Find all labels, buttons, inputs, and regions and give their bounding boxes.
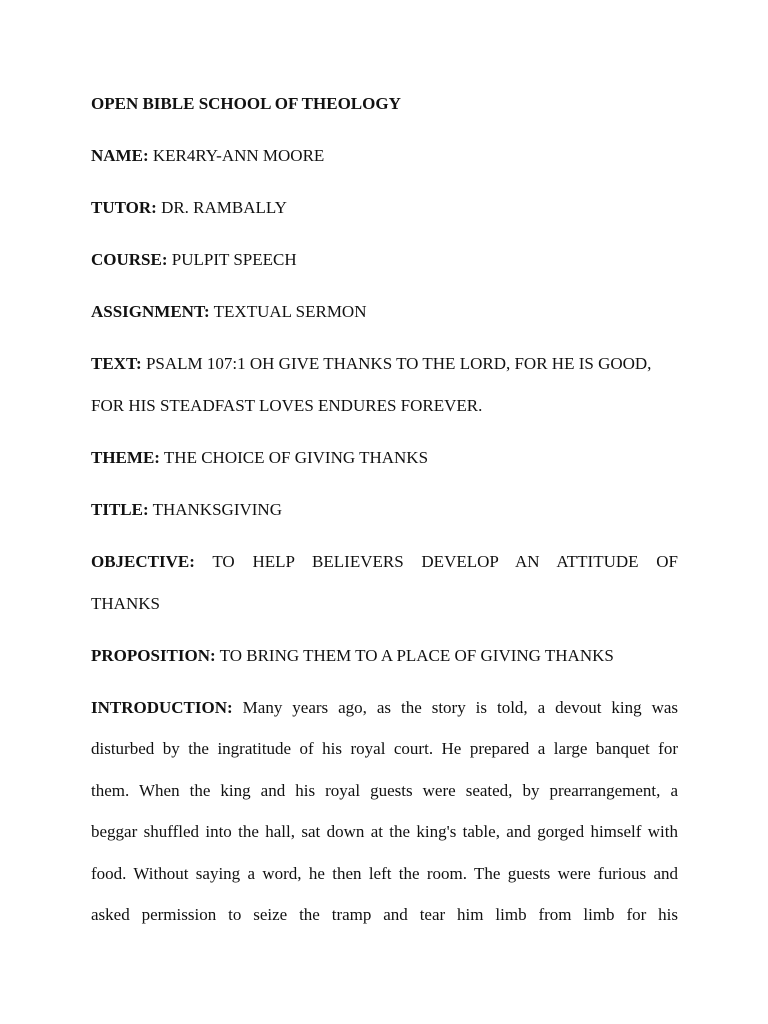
proposition-label: PROPOSITION: <box>91 646 216 665</box>
name-value: KER4RY-ANN MOORE <box>152 146 325 165</box>
theme-value: THE CHOICE OF GIVING THANKS <box>163 448 429 467</box>
text-field <box>91 354 678 374</box>
name-field <box>91 146 678 166</box>
theme-label: THEME: <box>91 448 160 467</box>
title-value: THANKSGIVING <box>152 500 282 519</box>
introduction-line-5: food. Without saying a word, he then left the room. The guests were furious and <box>91 864 678 883</box>
proposition-field <box>91 646 678 666</box>
introduction-line-4: beggar shuffled into the hall, sat down at the king's table, and gorged himself with <box>91 822 678 841</box>
tutor-value: DR. RAMBALLY <box>161 198 287 217</box>
course-field <box>91 250 678 270</box>
course-value: PULPIT SPEECH <box>171 250 297 269</box>
introduction-line-1 <box>91 698 678 718</box>
introduction-line-2: disturbed by the ingratitude of his royal court. He prepared a large banquet for <box>91 739 678 758</box>
introduction-label: INTRODUCTION: <box>91 698 233 717</box>
title-label: TITLE: <box>91 500 149 519</box>
document-heading: OPEN BIBLE SCHOOL OF THEOLOGY <box>91 94 401 113</box>
assignment-label: ASSIGNMENT: <box>91 302 210 321</box>
text-value-line1: PSALM 107:1 OH GIVE THANKS TO THE LORD, FOR HE IS GOOD, <box>145 354 652 373</box>
document-page <box>91 0 678 1024</box>
introduction-text-1: Many years ago, as the story is told, a devout king was <box>242 698 679 717</box>
course-label: COURSE: <box>91 250 168 269</box>
assignment-field <box>91 302 678 322</box>
title-field <box>91 500 678 520</box>
theme-field <box>91 448 678 468</box>
assignment-value: TEXTUAL SERMON <box>213 302 367 321</box>
objective-field <box>91 552 678 572</box>
tutor-label: TUTOR: <box>91 198 157 217</box>
objective-value-line1: TO HELP BELIEVERS DEVELOP AN ATTITUDE OF <box>212 552 678 571</box>
introduction-line-6: asked permission to seize the tramp and tear him limb from limb for his <box>91 905 678 924</box>
name-label: NAME: <box>91 146 149 165</box>
text-label: TEXT: <box>91 354 142 373</box>
proposition-value: TO BRING THEM TO A PLACE OF GIVING THANKS <box>219 646 614 665</box>
objective-value-line2: THANKS <box>91 594 160 613</box>
objective-label: OBJECTIVE: <box>91 552 195 571</box>
tutor-field <box>91 198 678 218</box>
text-value-line2: FOR HIS STEADFAST LOVES ENDURES FOREVER. <box>91 396 483 415</box>
introduction-line-3: them. When the king and his royal guests were seated, by prearrangement, a <box>91 781 678 800</box>
